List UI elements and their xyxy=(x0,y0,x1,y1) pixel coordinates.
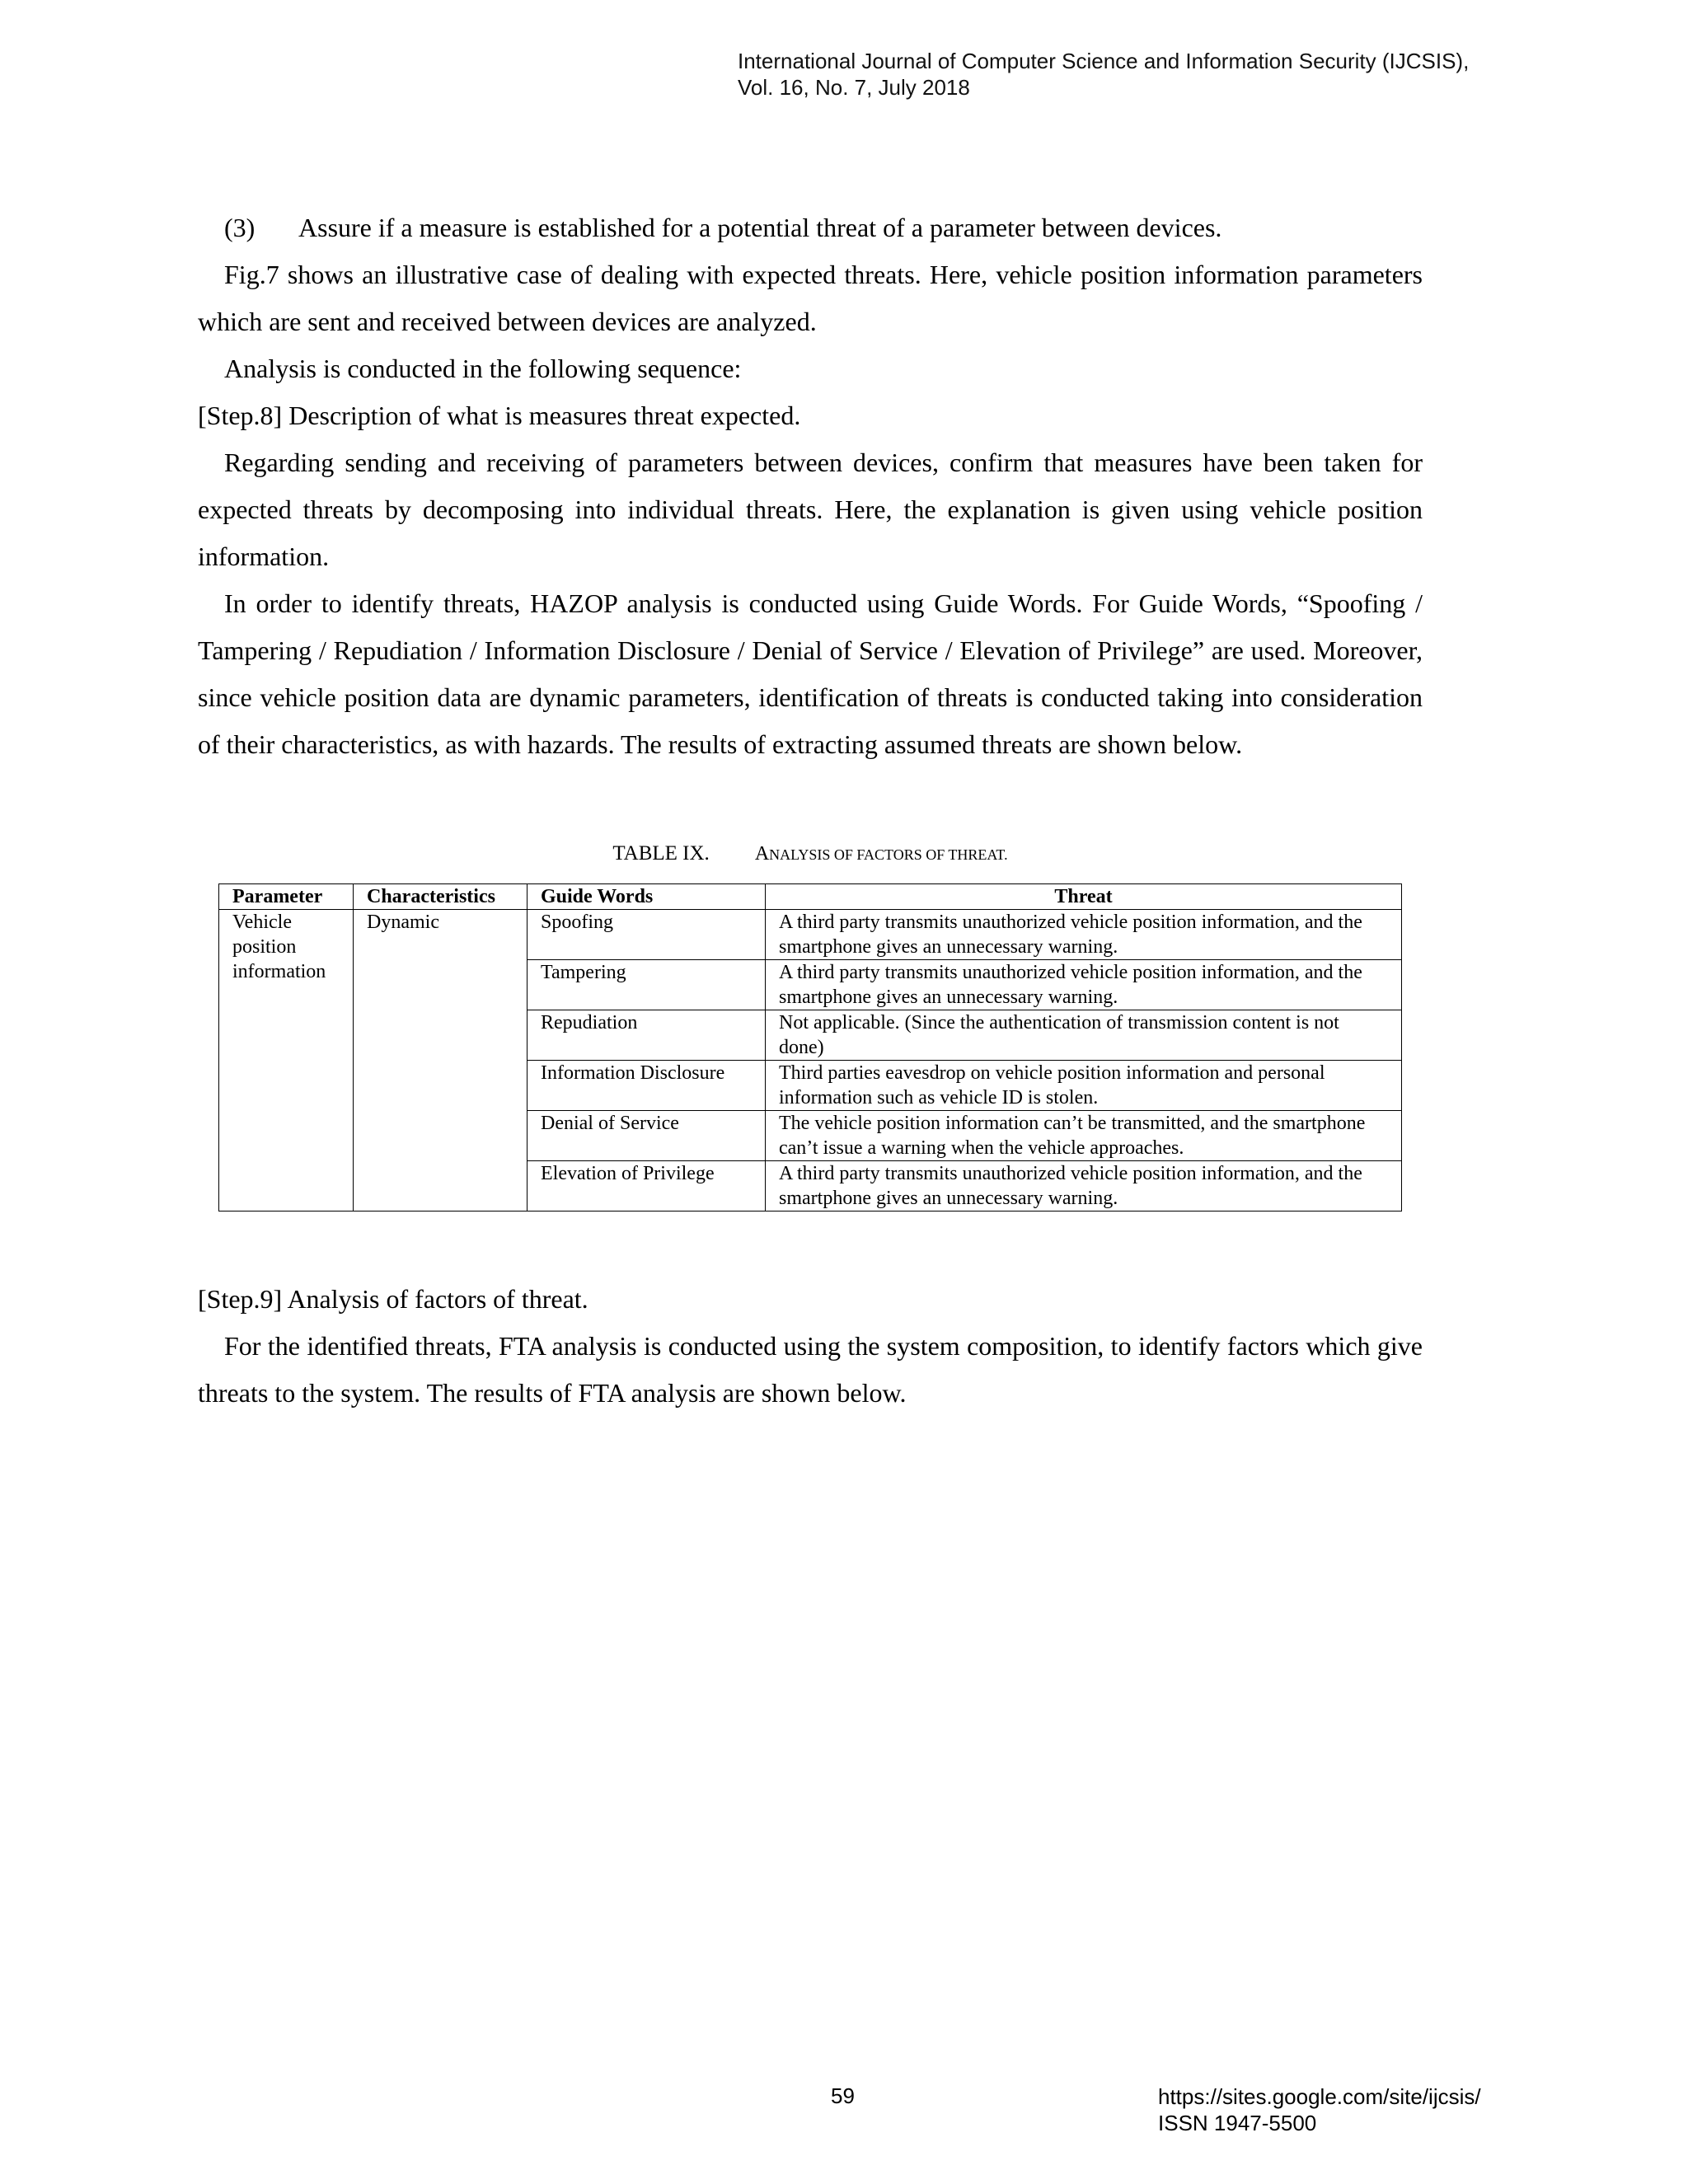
table-row xyxy=(219,910,1402,960)
footer-issn: ISSN 1947-5500 xyxy=(1158,2111,1317,2135)
table-header-row xyxy=(219,884,1402,910)
header-guide-words: Guide Words xyxy=(528,884,766,910)
footer-info xyxy=(1158,2083,1481,2136)
threat-cell: Not applicable. (Since the authentication of transmission content is not done) xyxy=(766,1010,1402,1061)
guide-word-cell: Denial of Service xyxy=(528,1111,766,1161)
enum-number: (3) xyxy=(224,213,256,242)
step-heading: [Step.9] Analysis of factors of threat. xyxy=(198,1284,588,1314)
journal-header xyxy=(738,48,1469,101)
table-number: TABLE IX. xyxy=(612,842,710,865)
enumerated-item xyxy=(198,204,1423,251)
journal-title: International Journal of Computer Science and Information Security (IJCSIS), xyxy=(738,49,1470,73)
footer-url: https://sites.google.com/site/ijcsis/ xyxy=(1158,2084,1481,2109)
guide-word-cell: Elevation of Privilege xyxy=(528,1161,766,1212)
characteristics-cell: Dynamic xyxy=(354,910,528,1212)
paragraph: Regarding sending and receiving of parameters between devices, confirm that measures have been taken for expected threats by decomposing into individual threats. Here, the explanation is given using vehicle position information. xyxy=(198,448,1423,571)
threat-cell: A third party transmits unauthorized vehicle position information, and the smartphone gives an unnecessary warning. xyxy=(766,910,1402,960)
parameter-cell: Vehicle position information xyxy=(219,910,354,1212)
caption-title: NALYSIS OF FACTORS OF THREAT. xyxy=(769,846,1008,863)
paragraph: In order to identify threats, HAZOP analysis is conducted using Guide Words. For Guide Words, “Spoofing / Tampering / Repudiation / Information Disclosure / Denial of Service / Elevation of Privilege” are used. Moreover, since vehicle position data are dynamic parameters, identification of threats is conducted taking into consideration of their characteristics, as with hazards. The results of extracting assumed threats are shown below. xyxy=(198,588,1423,759)
table-caption xyxy=(198,841,1423,868)
body-text xyxy=(198,204,1423,768)
threat-cell: A third party transmits unauthorized vehicle position information, and the smartphone gives an unnecessary warning. xyxy=(766,1161,1402,1212)
body-text-after-table xyxy=(198,1276,1423,1417)
guide-word-cell: Information Disclosure xyxy=(528,1061,766,1111)
guide-word-cell: Tampering xyxy=(528,960,766,1010)
threat-cell: A third party transmits unauthorized vehicle position information, and the smartphone gives an unnecessary warning. xyxy=(766,960,1402,1010)
page-number: 59 xyxy=(831,2083,855,2108)
paragraph: For the identified threats, FTA analysis is conducted using the system composition, to identify factors which give threats to the system. The results of FTA analysis are shown below. xyxy=(198,1331,1423,1408)
guide-word-cell: Repudiation xyxy=(528,1010,766,1061)
paragraph: Analysis is conducted in the following sequence: xyxy=(224,354,742,383)
enum-text: Assure if a measure is established for a potential threat of a parameter between devices. xyxy=(298,213,1222,242)
step-heading: [Step.8] Description of what is measures threat expected. xyxy=(198,401,801,430)
threat-analysis-table xyxy=(218,883,1402,1212)
caption-initial: A xyxy=(754,843,770,865)
journal-volume: Vol. 16, No. 7, July 2018 xyxy=(738,75,970,100)
header-parameter: Parameter xyxy=(219,884,354,910)
threat-cell: Third parties eavesdrop on vehicle position information and personal information such as vehicle ID is stolen. xyxy=(766,1061,1402,1111)
guide-word-cell: Spoofing xyxy=(528,910,766,960)
threat-cell: The vehicle position information can’t be transmitted, and the smartphone can’t issue a warning when the vehicle approaches. xyxy=(766,1111,1402,1161)
header-characteristics: Characteristics xyxy=(354,884,528,910)
header-threat: Threat xyxy=(766,884,1402,910)
paragraph: Fig.7 shows an illustrative case of dealing with expected threats. Here, vehicle position information parameters which are sent and received between devices are analyzed. xyxy=(198,260,1423,336)
